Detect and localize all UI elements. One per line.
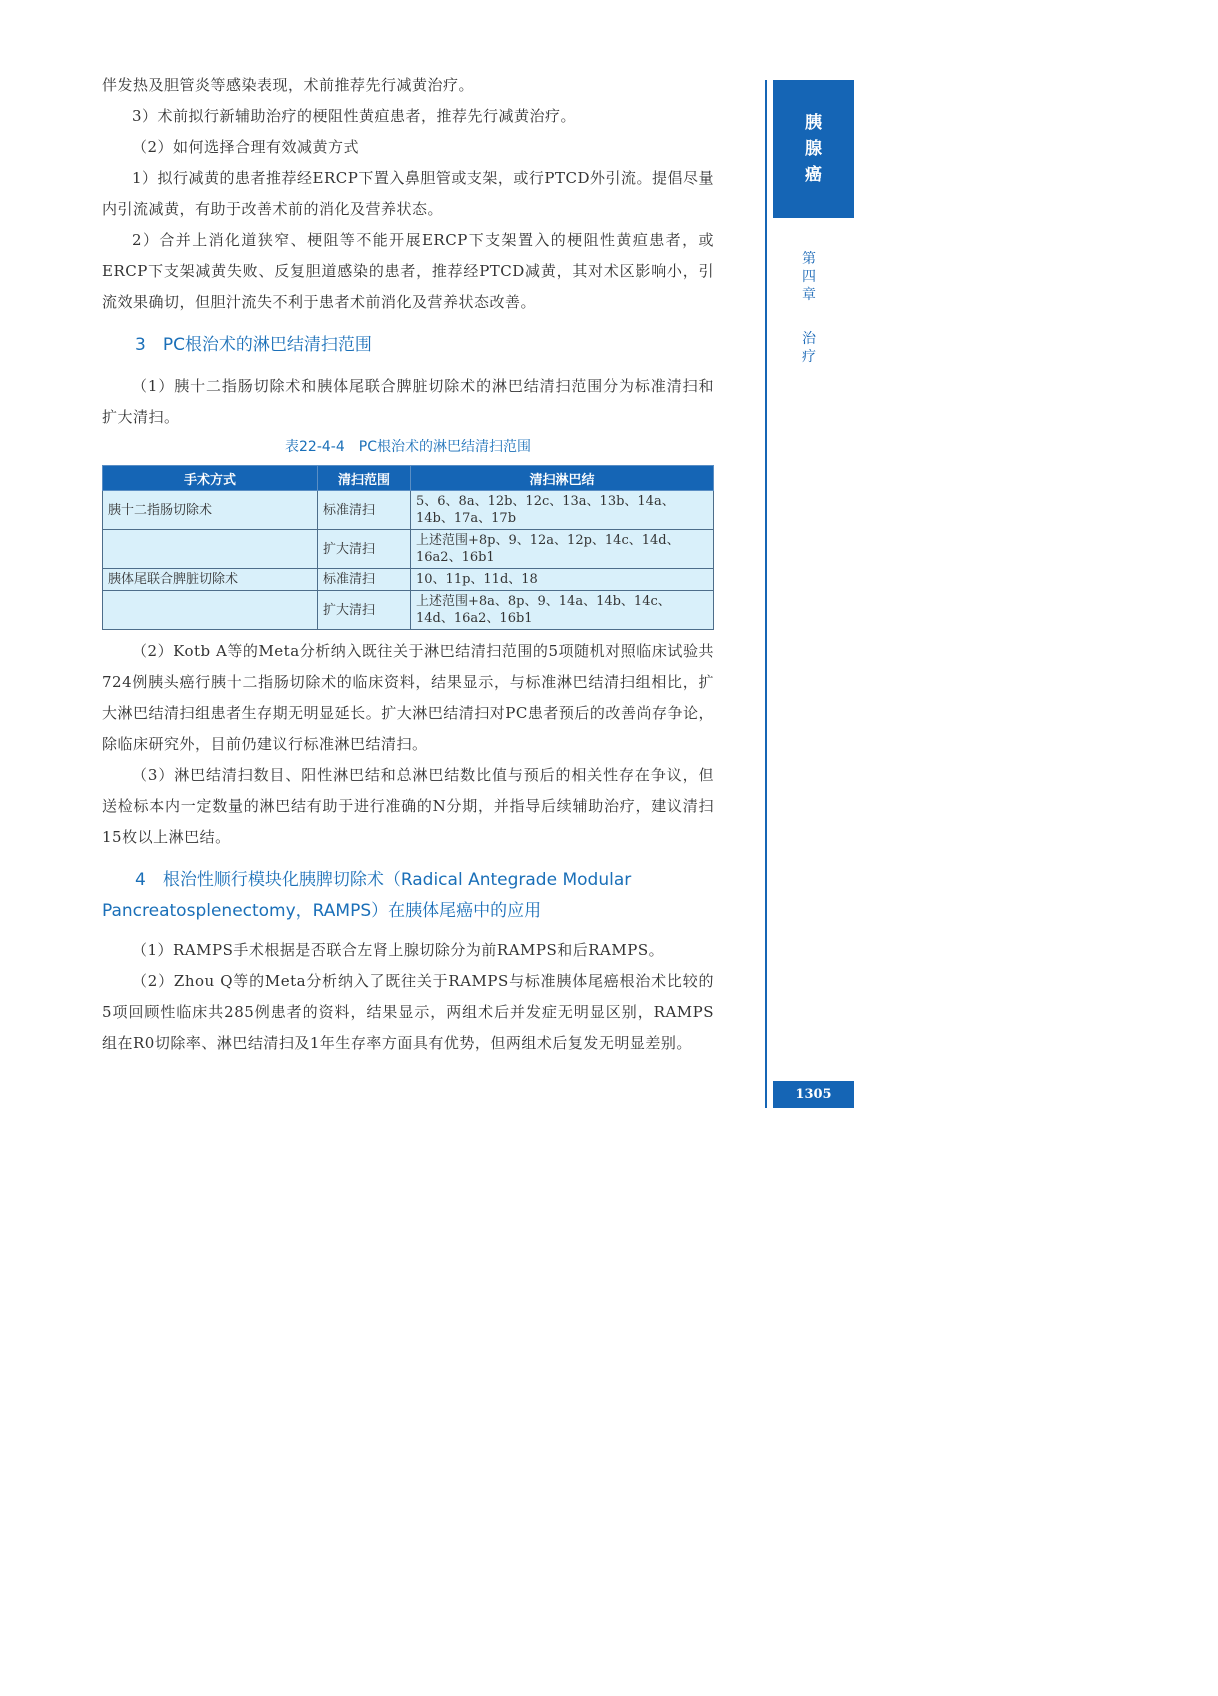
table-cell: 胰体尾联合脾脏切除术 xyxy=(103,569,318,591)
chapter-char: 治 xyxy=(802,331,816,347)
paragraph: （1）胰十二指肠切除术和胰体尾联合脾脏切除术的淋巴结清扫范围分为标准清扫和扩大清扫。 xyxy=(102,377,714,426)
table-cell: 胰十二指肠切除术 xyxy=(103,491,318,530)
chapter-char: 疗 xyxy=(802,349,816,365)
lymph-node-table xyxy=(102,465,714,630)
section-heading-3: 3 PC根治术的淋巴结清扫范围 xyxy=(135,335,372,355)
sidebar-title xyxy=(773,80,854,188)
paragraph: 伴发热及胆管炎等感染表现，术前推荐先行减黄治疗。 xyxy=(102,76,475,94)
sidebar-rule xyxy=(765,80,767,1108)
table-cell: 扩大清扫 xyxy=(318,530,411,569)
table-cell xyxy=(103,530,318,569)
table-cell: 5、6、8a、12b、12c、13a、13b、14a、14b、17a、17b xyxy=(411,491,714,530)
table-header: 清扫范围 xyxy=(318,466,411,491)
table-header-row xyxy=(103,466,714,491)
table-cell: 上述范围+8a、8p、9、14a、14b、14c、14d、16a2、16b1 xyxy=(411,591,714,630)
section-heading-4: 4 根治性顺行模块化胰脾切除术（Radical Antegrade Modular Pancreatosplenectomy，RAMPS）在胰体尾癌中的应用 xyxy=(102,870,632,921)
paragraph: （3）淋巴结清扫数目、阳性淋巴结和总淋巴结数比值与预后的相关性存在争议，但送检标本内一定数量的淋巴结有助于进行准确的N分期，并指导后续辅助治疗，建议清扫15枚以上淋巴结。 xyxy=(102,766,714,846)
sidebar-title-char: 胰 xyxy=(805,113,822,133)
sidebar-title-char: 腺 xyxy=(805,139,822,159)
table-cell: 标准清扫 xyxy=(318,491,411,530)
paragraph: （1）RAMPS手术根据是否联合左肾上腺切除分为前RAMPS和后RAMPS。 xyxy=(132,941,665,959)
chapter-spacer xyxy=(798,304,820,330)
chapter-label xyxy=(798,250,820,366)
table-cell xyxy=(103,591,318,630)
paragraph: 1）拟行减黄的患者推荐经ERCP下置入鼻胆管或支架，或行PTCD外引流。提倡尽量内引流减黄，有助于改善术前的消化及营养状态。 xyxy=(102,169,714,218)
paragraph: （2）Zhou Q等的Meta分析纳入了既往关于RAMPS与标准胰体尾癌根治术比较的5项回顾性临床共285例患者的资料，结果显示，两组术后并发症无明显区别，RAMPS组在R0切除率、淋巴结清扫及1年生存率方面具有优势，但两组术后复发无明显差别。 xyxy=(102,972,714,1052)
page-number: 1305 xyxy=(773,1081,854,1108)
chapter-char: 章 xyxy=(802,287,816,303)
table-header: 手术方式 xyxy=(103,466,318,491)
main-content xyxy=(102,70,714,1059)
chapter-char: 第 xyxy=(802,251,816,267)
chapter-char: 四 xyxy=(802,269,816,285)
sidebar-title-char: 癌 xyxy=(805,165,822,185)
table-row xyxy=(103,591,714,630)
paragraph: （2）如何选择合理有效减黄方式 xyxy=(132,138,360,156)
table-row xyxy=(103,569,714,591)
table-cell: 标准清扫 xyxy=(318,569,411,591)
table-header: 清扫淋巴结 xyxy=(411,466,714,491)
table-cell: 上述范围+8p、9、12a、12p、14c、14d、16a2、16b1 xyxy=(411,530,714,569)
paragraph: 2）合并上消化道狭窄、梗阻等不能开展ERCP下支架置入的梗阻性黄疸患者，或ERCP下支架减黄失败、反复胆道感染的患者，推荐经PTCD减黄，其对术区影响小，引流效果确切，但胆汁流失不利于患者术前消化及营养状态改善。 xyxy=(102,231,714,311)
sidebar-title-block xyxy=(773,80,854,218)
table-row xyxy=(103,491,714,530)
table-row xyxy=(103,530,714,569)
table-cell: 扩大清扫 xyxy=(318,591,411,630)
paragraph: 3）术前拟行新辅助治疗的梗阻性黄疸患者，推荐先行减黄治疗。 xyxy=(132,107,577,125)
table-caption: 表22-4-4 PC根治术的淋巴结清扫范围 xyxy=(285,439,531,455)
paragraph: （2）Kotb A等的Meta分析纳入既往关于淋巴结清扫范围的5项随机对照临床试验共724例胰头癌行胰十二指肠切除术的临床资料，结果显示，与标准淋巴结清扫组相比，扩大淋巴结清扫组患者生存期无明显延长。扩大淋巴结清扫对PC患者预后的改善尚存争论，除临床研究外，目前仍建议行标准淋巴结清扫。 xyxy=(102,642,714,753)
table-cell: 10、11p、11d、18 xyxy=(411,569,714,591)
